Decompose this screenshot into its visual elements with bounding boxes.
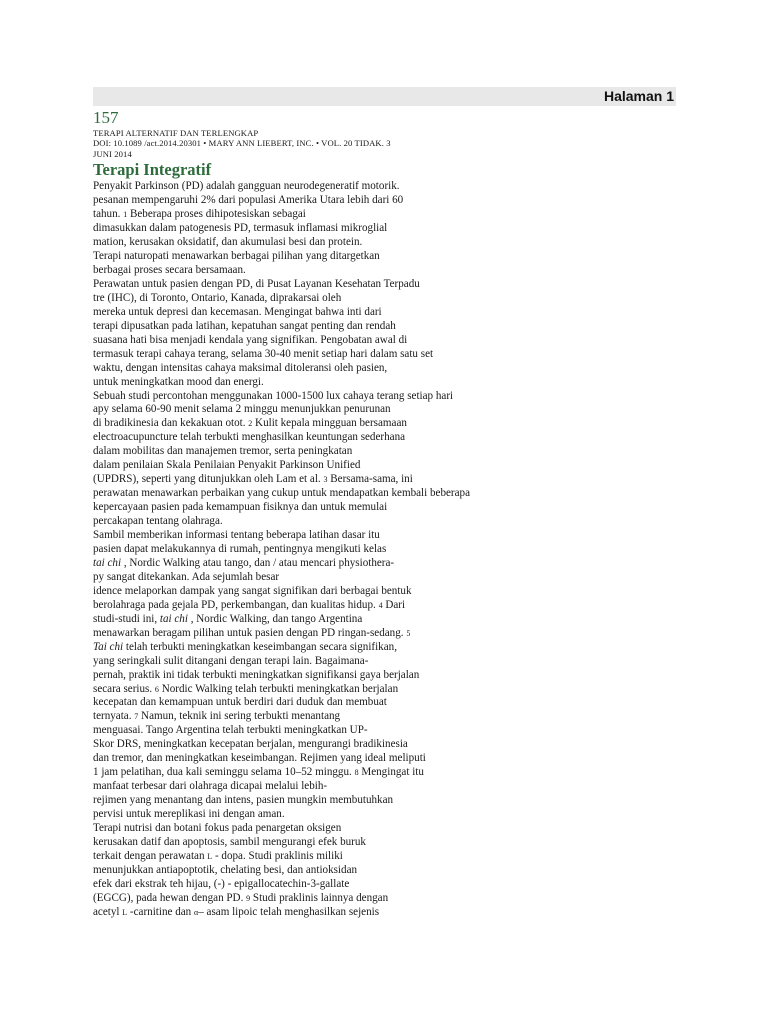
body-line — [93, 334, 683, 348]
text-run: -carnitine dan — [127, 905, 194, 918]
text-run: acetyl — [93, 905, 123, 918]
article-body — [93, 180, 683, 920]
body-line — [93, 738, 683, 752]
body-line — [93, 278, 683, 292]
text-run: kecepatan dan kemampuan untuk berdiri dari duduk dan membuat — [93, 696, 387, 709]
text-run: Penyakit Parkinson (PD) adalah gangguan neurodegeneratif motorik. — [93, 180, 400, 193]
text-run: , Nordic Walking, dan tango Argentina — [187, 612, 363, 625]
body-line — [93, 320, 683, 334]
text-run: Studi praklinis lainnya dengan — [250, 891, 389, 904]
body-line — [93, 780, 683, 794]
text-run: menguasai. Tango Argentina telah terbukti meningkatkan UP- — [93, 724, 368, 737]
text-run: py sangat ditekankan. Ada sejumlah besar — [93, 570, 280, 583]
body-line — [93, 529, 683, 543]
body-line — [93, 878, 683, 892]
citation-marker: α — [194, 907, 199, 917]
body-line — [93, 459, 683, 473]
text-run: Dari — [382, 598, 406, 611]
body-line — [93, 864, 683, 878]
body-line — [93, 696, 683, 710]
doi-line: DOI: 10.1089 /act.2014.20301 • MARY ANN LIEBERT, INC. • VOL. 20 TIDAK. 3 — [93, 138, 391, 149]
text-run: secara serius. — [93, 682, 155, 695]
text-run: Namun, teknik ini sering terbukti menantang — [138, 710, 341, 723]
body-line — [93, 627, 683, 641]
body-line — [93, 669, 683, 683]
text-run: tahun. — [93, 208, 124, 221]
text-run: electroacupuncture telah terbukti menghasilkan keuntungan sederhana — [93, 431, 406, 444]
body-line — [93, 571, 683, 585]
page-header-bar — [93, 87, 676, 106]
body-line — [93, 208, 683, 222]
body-line — [93, 766, 683, 780]
body-line — [93, 348, 683, 362]
citation-marker: 6 — [154, 684, 159, 694]
body-line — [93, 641, 683, 655]
body-line — [93, 250, 683, 264]
text-run: Mengingat itu — [358, 766, 424, 779]
body-line — [93, 794, 683, 808]
text-run: idence melaporkan dampak yang sangat signifikan dari berbagai bentuk — [93, 584, 412, 597]
body-line — [93, 683, 683, 697]
body-line — [93, 710, 683, 724]
text-run: Beberapa proses dihipotesiskan sebagai — [127, 208, 306, 221]
text-run: percakapan tentang olahraga. — [93, 515, 223, 528]
text-run: tre (IHC), di Toronto, Ontario, Kanada, diprakarsai oleh — [93, 291, 342, 304]
text-run: Skor DRS, meningkatkan kecepatan berjalan, mengurangi bradikinesia — [93, 738, 408, 751]
text-run: Sambil memberikan informasi tentang beberapa latihan dasar itu — [93, 529, 380, 542]
text-run: mation, kerusakan oksidatif, dan akumulasi besi dan protein. — [93, 236, 363, 249]
text-run: dalam mobilitas dan manajemen tremor, serta peningkatan — [93, 445, 353, 458]
text-run: Perawatan untuk pasien dengan PD, di Pusat Layanan Kesehatan Terpadu — [93, 277, 420, 290]
body-line — [93, 180, 683, 194]
text-run: efek dari ekstrak teh hijau, (-) - epigallocatechin-3-gallate — [93, 877, 350, 890]
body-line — [93, 613, 683, 627]
body-line — [93, 222, 683, 236]
body-line — [93, 403, 683, 417]
text-run: - dopa. Studi praklinis miliki — [212, 849, 343, 862]
body-line — [93, 487, 683, 501]
text-run: berolahraga pada gejala PD, perkembangan, dan kualitas hidup. — [93, 598, 379, 611]
text-run: rejimen yang menantang dan intens, pasien mungkin membutuhkan — [93, 794, 394, 807]
text-run: untuk meningkatkan mood dan energi. — [93, 375, 264, 388]
text-run: (EGCG), pada hewan dengan PD. — [93, 891, 247, 904]
citation-marker: 5 — [406, 628, 411, 638]
body-line — [93, 390, 683, 404]
text-run: yang seringkali sulit ditangani dengan terapi lain. Bagaimana- — [93, 654, 369, 667]
section-title: Terapi Integratif — [93, 160, 212, 180]
body-line — [93, 501, 683, 515]
text-run: manfaat terbesar dari olahraga dicapai melalui lebih- — [93, 780, 328, 793]
text-run: menunjukkan antiapoptotik, chelating besi, dan antioksidan — [93, 863, 358, 876]
text-run: dalam penilaian Skala Penilaian Penyakit Parkinson Unified — [93, 459, 361, 472]
citation-marker: 3 — [323, 475, 328, 485]
citation-marker: 2 — [248, 419, 253, 429]
body-line — [93, 585, 683, 599]
body-line — [93, 431, 683, 445]
body-line — [93, 515, 683, 529]
body-line — [93, 557, 683, 571]
text-run: terkait dengan perawatan — [93, 849, 208, 862]
text-run: apy selama 60-90 menit selama 2 minggu menunjukkan penurunan — [93, 403, 391, 416]
body-line — [93, 892, 683, 906]
citation-marker: 1 — [123, 210, 128, 220]
body-line — [93, 724, 683, 738]
body-line — [93, 417, 683, 431]
journal-name: TERAPI ALTERNATIF DAN TERLENGKAP — [93, 128, 259, 138]
body-line — [93, 473, 683, 487]
citation-marker: L — [122, 907, 128, 917]
body-line — [93, 836, 683, 850]
body-line — [93, 906, 683, 920]
text-run: Sebuah studi percontohan menggunakan 1000-1500 lux cahaya terang setiap hari — [93, 389, 454, 402]
text-run: pasien dapat melakukannya di rumah, pentingnya mengikuti kelas — [93, 543, 387, 555]
text-run: Terapi nutrisi dan botani fokus pada penargetan oksigen — [93, 822, 342, 835]
text-run: di bradikinesia dan kekakuan otot. — [93, 417, 249, 430]
text-run: menawarkan beragam pilihan untuk pasien dengan PD ringan-sedang. — [93, 626, 407, 639]
issue-date: JUNI 2014 — [93, 148, 132, 159]
text-run: 1 jam pelatihan, dua kali seminggu selama 10–52 minggu. — [93, 766, 355, 779]
body-line — [93, 306, 683, 320]
citation-marker: 4 — [378, 600, 383, 610]
body-line — [93, 850, 683, 864]
text-run: kepercayaan pasien pada kemampuan fisiknya dan untuk memulai — [93, 501, 388, 514]
body-line — [93, 808, 683, 822]
text-run: terapi dipusatkan pada latihan, kepatuhan sangat penting dan rendah — [93, 319, 396, 332]
citation-marker: L — [207, 851, 213, 861]
text-run: pervisi untuk mereplikasi ini dengan aman. — [93, 808, 285, 821]
body-line — [93, 752, 683, 766]
text-run: pesanan mempengaruhi 2% dari populasi Amerika Utara lebih dari 60 — [93, 194, 404, 207]
body-line — [93, 822, 683, 836]
text-run: dan tremor, dan meningkatkan keseimbangan. Rejimen yang ideal meliputi — [93, 752, 426, 765]
citation-marker: 9 — [246, 893, 251, 903]
italic-term: tai chi — [159, 612, 188, 625]
body-line — [93, 194, 683, 208]
text-run: Kulit kepala mingguan bersamaan — [252, 417, 407, 430]
text-run: dimasukkan dalam patogenesis PD, termasuk inflamasi mikroglial — [93, 222, 388, 235]
text-run: telah terbukti meningkatkan keseimbangan secara signifikan, — [123, 640, 397, 653]
body-line — [93, 655, 683, 669]
body-line — [93, 236, 683, 250]
body-line — [93, 543, 683, 557]
body-line — [93, 264, 683, 278]
body-line — [93, 445, 683, 459]
page-number: 157 — [93, 108, 119, 127]
text-run: waktu, dengan intensitas cahaya maksimal ditoleransi oleh pasien, — [93, 361, 388, 374]
body-line — [93, 376, 683, 390]
text-run: termasuk terapi cahaya terang, selama 30-40 menit setiap hari dalam satu set — [93, 347, 434, 360]
text-run: Nordic Walking telah terbukti meningkatkan berjalan — [158, 682, 399, 695]
italic-term: tai chi — [93, 556, 122, 569]
body-line — [93, 599, 683, 613]
text-run: berbagai proses secara bersamaan. — [93, 263, 246, 276]
citation-marker: 8 — [354, 768, 359, 778]
text-run: , Nordic Walking atau tango, dan / atau mencari physiothera- — [121, 556, 395, 569]
text-run: kerusakan datif dan apoptosis, sambil mengurangi efek buruk — [93, 836, 366, 849]
text-run: pernah, praktik ini tidak terbukti meningkatkan signifikansi gaya berjalan — [93, 668, 420, 681]
italic-term: Tai chi — [93, 640, 124, 653]
text-run: perawatan menawarkan perbaikan yang cukup untuk mendapatkan kembali beberapa — [93, 487, 471, 500]
text-run: Bersama-sama, ini — [327, 473, 413, 486]
text-run: – asam lipoic telah menghasilkan sejenis — [198, 905, 380, 918]
text-run: Terapi naturopati menawarkan berbagai pilihan yang ditargetkan — [93, 249, 380, 262]
text-run: suasana hati bisa menjadi kendala yang signifikan. Pengobatan awal di — [93, 333, 408, 346]
text-run: mereka untuk depresi dan kecemasan. Mengingat bahwa inti dari — [93, 305, 382, 318]
article-content — [93, 108, 683, 920]
body-line — [93, 292, 683, 306]
citation-marker: 7 — [134, 712, 139, 722]
text-run: studi-studi ini, — [93, 612, 160, 625]
page-label: Halaman 1 — [603, 88, 674, 104]
text-run: (UPDRS), seperti yang ditunjukkan oleh Lam et al. — [93, 473, 324, 486]
text-run: ternyata. — [93, 710, 135, 723]
body-line — [93, 362, 683, 376]
